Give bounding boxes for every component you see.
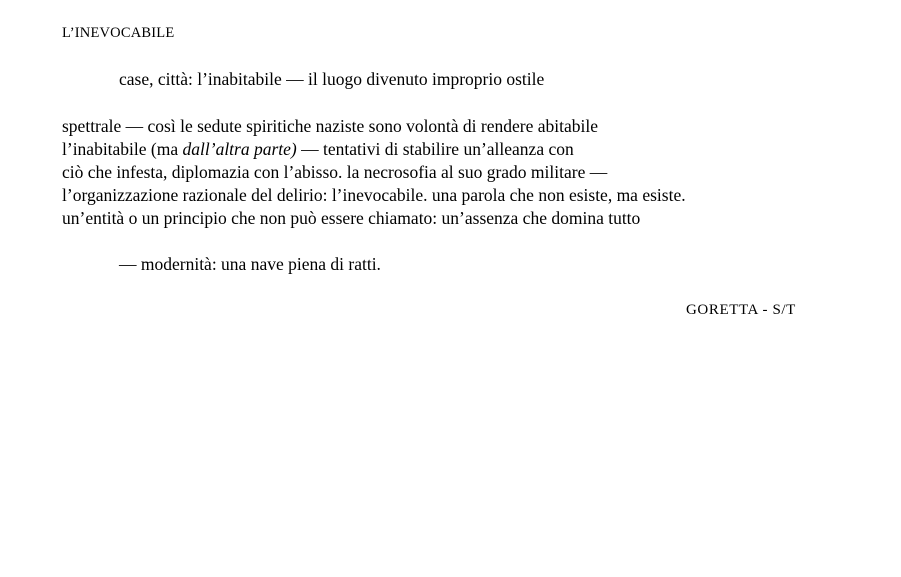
page-title: L’INEVOCABILE	[62, 25, 175, 41]
attribution: GORETTA - S/T	[686, 302, 796, 318]
paragraph-line-3: ciò che infesta, diplomazia con l’abisso. la necrosofia al suo grado militare —	[62, 162, 608, 182]
paragraph-line-1: spettrale — così le sedute spiritiche naziste sono volontà di rendere abitabile	[62, 116, 599, 136]
italic-phrase: dall’altra parte)	[182, 139, 297, 159]
stanza-closing-line: — modernità: una nave piena di ratti.	[119, 254, 381, 274]
paragraph-line-2-start: l’inabitabile (ma	[62, 139, 183, 159]
stanza-first-line: case, città: l’inabitabile — il luogo divenuto improprio ostile	[119, 69, 545, 89]
paragraph-line-2	[62, 138, 574, 161]
paragraph-line-4: l’organizzazione razionale del delirio: l’inevocabile. una parola che non esiste, ma esiste.	[62, 185, 686, 205]
paragraph-line-5: un’entità o un principio che non può essere chiamato: un’assenza che domina tutto	[62, 208, 641, 228]
paragraph-line-2-end: — tentativi di stabilire un’alleanza con	[296, 139, 574, 159]
